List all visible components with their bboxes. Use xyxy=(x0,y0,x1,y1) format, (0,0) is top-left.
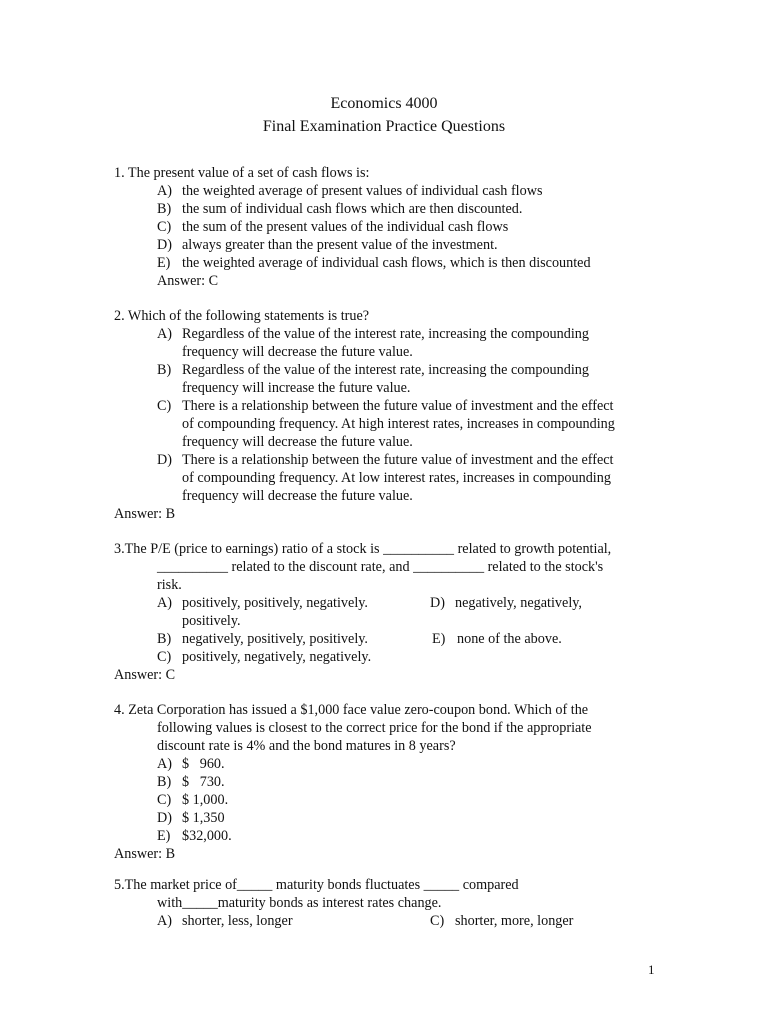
option-text: always greater than the present value of the investment. xyxy=(182,237,498,253)
option-letter: D) xyxy=(157,452,172,468)
question-3-option-e xyxy=(432,630,562,648)
question-2-option-a-continued: frequency will decrease the future value. xyxy=(182,344,413,360)
question-3-option-d-continued: positively. xyxy=(182,613,241,629)
question-4-stem-continued: following values is closest to the correct price for the bond if the appropriate xyxy=(157,720,592,736)
question-2-option-c-continued: of compounding frequency. At high interest rates, increases in compounding xyxy=(182,416,615,432)
question-4-option-e xyxy=(157,827,232,845)
option-text: There is a relationship between the future value of investment and the effect xyxy=(182,398,614,414)
option-letter: A) xyxy=(157,326,172,342)
option-letter: B) xyxy=(157,362,172,378)
question-4-option-b xyxy=(157,773,225,791)
question-2-option-d-continued: frequency will decrease the future value. xyxy=(182,488,413,504)
question-2-option-d xyxy=(157,451,614,469)
option-letter: C) xyxy=(157,219,172,235)
option-text: none of the above. xyxy=(457,631,562,647)
question-1-option-c xyxy=(157,218,508,236)
question-3-answer: Answer: C xyxy=(114,667,176,683)
option-letter: B) xyxy=(157,631,172,647)
document-subtitle: Final Examination Practice Questions xyxy=(262,118,506,135)
option-text: the sum of the present values of the individual cash flows xyxy=(182,219,509,235)
option-text: Regardless of the value of the interest rate, increasing the compounding xyxy=(182,362,589,378)
question-3-option-d xyxy=(430,594,582,612)
question-5-option-a xyxy=(157,912,293,930)
option-letter: C) xyxy=(157,792,172,808)
question-4-stem-continued: discount rate is 4% and the bond matures in 8 years? xyxy=(157,738,456,754)
question-5-stem: 5.The market price of_____ maturity bonds fluctuates _____ compared xyxy=(114,877,519,893)
question-3-stem: 3.The P/E (price to earnings) ratio of a stock is __________ related to growth potential, xyxy=(114,541,612,557)
option-text: $ 1,350 xyxy=(182,810,225,826)
question-2-option-b xyxy=(157,361,589,379)
question-3-option-b xyxy=(157,630,368,648)
option-text: $32,000. xyxy=(182,828,232,844)
question-5-stem-continued: with_____maturity bonds as interest rates change. xyxy=(157,895,442,911)
document-title: Economics 4000 xyxy=(330,95,438,112)
option-letter: E) xyxy=(157,828,171,844)
option-letter: C) xyxy=(430,913,445,929)
option-text: There is a relationship between the future value of investment and the effect xyxy=(182,452,614,468)
option-letter: A) xyxy=(157,595,172,611)
option-text: the weighted average of present values of individual cash flows xyxy=(182,183,543,199)
option-letter: D) xyxy=(430,595,445,611)
question-3-option-c xyxy=(157,648,371,666)
question-2-option-c xyxy=(157,397,614,415)
option-letter: D) xyxy=(157,810,172,826)
question-1-option-e xyxy=(157,254,591,272)
option-letter: C) xyxy=(157,649,172,665)
question-1-stem: 1. The present value of a set of cash flows is: xyxy=(114,165,370,181)
option-text: positively, negatively, negatively. xyxy=(182,649,372,665)
option-text: negatively, negatively, xyxy=(455,595,582,611)
question-2-answer: Answer: B xyxy=(114,506,176,522)
question-2-option-b-continued: frequency will increase the future value. xyxy=(182,380,411,396)
option-text: the weighted average of individual cash flows, which is then discounted xyxy=(182,255,591,271)
option-text: Regardless of the value of the interest rate, increasing the compounding xyxy=(182,326,589,342)
question-2-option-a xyxy=(157,325,589,343)
option-text: $ 1,000. xyxy=(182,792,229,808)
option-text: shorter, more, longer xyxy=(455,913,574,929)
option-letter: A) xyxy=(157,756,172,772)
option-text: positively, positively, negatively. xyxy=(182,595,368,611)
question-4-option-a xyxy=(157,755,225,773)
question-2-option-c-continued: frequency will decrease the future value. xyxy=(182,434,413,450)
page-number: 1 xyxy=(648,962,655,977)
question-1-answer: Answer: C xyxy=(157,273,219,289)
option-text: $ 730. xyxy=(182,774,225,790)
question-2-stem: 2. Which of the following statements is true? xyxy=(114,308,370,324)
option-letter: C) xyxy=(157,398,172,414)
question-4-answer: Answer: B xyxy=(114,846,176,862)
question-1-option-a xyxy=(157,182,542,200)
option-letter: B) xyxy=(157,201,172,217)
question-4-option-d xyxy=(157,809,225,827)
option-letter: B) xyxy=(157,774,172,790)
question-1-option-b xyxy=(157,200,522,218)
question-2-option-d-continued: of compounding frequency. At low interest rates, increases in compounding xyxy=(182,470,611,486)
question-4-stem: 4. Zeta Corporation has issued a $1,000 face value zero-coupon bond. Which of the xyxy=(114,702,589,718)
option-letter: E) xyxy=(157,255,171,271)
question-1-option-d xyxy=(157,236,498,254)
option-text: $ 960. xyxy=(182,756,225,772)
question-4-option-c xyxy=(157,791,228,809)
option-letter: A) xyxy=(157,913,172,929)
question-3-option-a xyxy=(157,594,368,612)
option-letter: D) xyxy=(157,237,172,253)
option-letter: A) xyxy=(157,183,172,199)
option-text: shorter, less, longer xyxy=(182,913,293,929)
question-3-stem-continued: __________ related to the discount rate, and __________ related to the stock's xyxy=(157,559,604,575)
option-text: negatively, positively, positively. xyxy=(182,631,368,647)
question-3-stem-continued: risk. xyxy=(157,577,182,593)
option-letter: E) xyxy=(432,631,446,647)
question-5-option-c xyxy=(430,912,573,930)
option-text: the sum of individual cash flows which are then discounted. xyxy=(182,201,523,217)
